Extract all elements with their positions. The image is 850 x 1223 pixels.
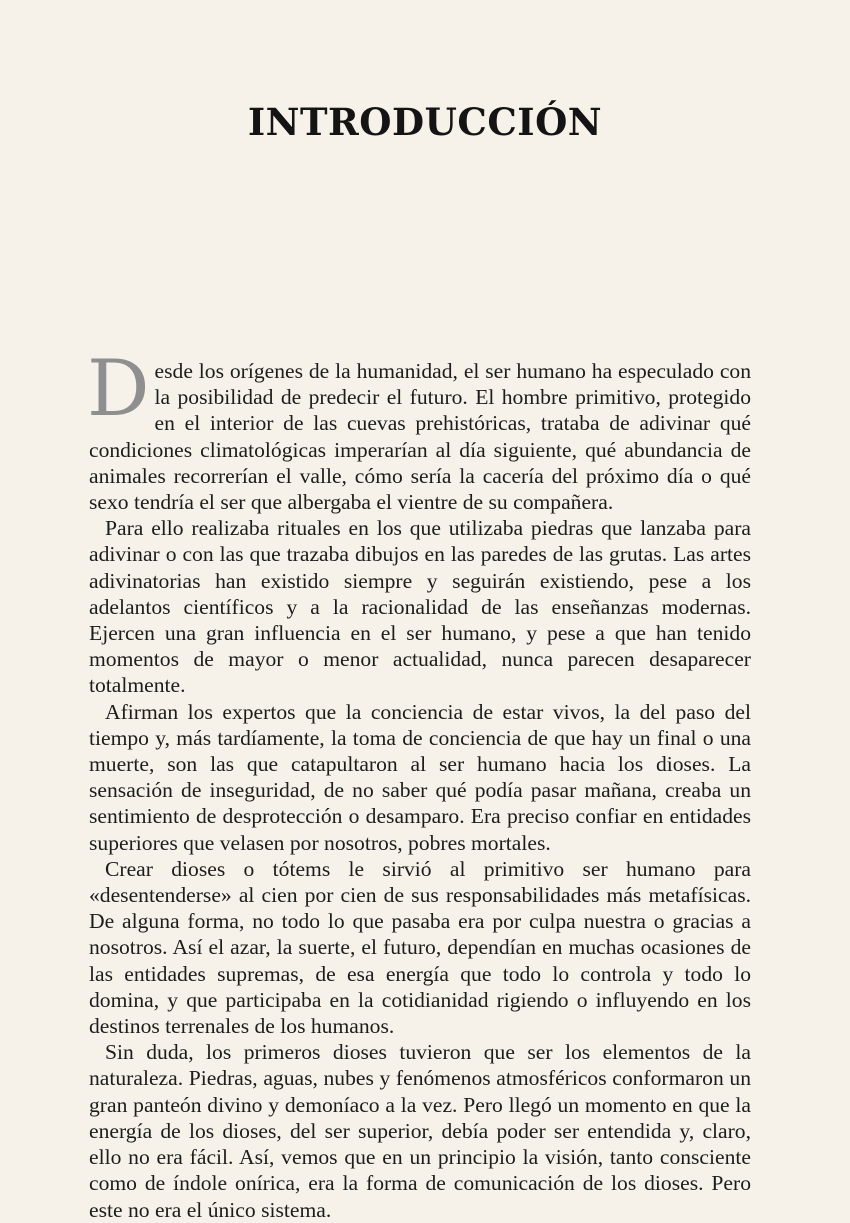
paragraph-1-text: esde los orígenes de la humanidad, el ser humano ha especulado con la posibilidad de predecir el futuro. El hombre primitivo, protegido en el interior de las cuevas prehistóricas, trataba de adivinar qué condiciones climatológicas imperarían al día siguiente, qué abundancia de animales recorrerían el valle, cómo sería la cacería del próximo día o qué sexo tendría el ser que albergaba el vientre de su compañera. (89, 359, 751, 515)
chapter-body (87, 344, 751, 1223)
paragraph-5: Sin duda, los primeros dioses tuvieron que ser los elementos de la naturaleza. Piedras, aguas, nubes y fenómenos atmosféricos conformaron un gran panteón divino y demoníaco a la vez. Pero llegó un momento en que la energía de los dioses, del ser superior, debía poder ser entendida y, claro, ello no era fácil. Así, vemos que en un principio la visión, tanto consciente como de índole onírica, era la forma de comunicación de los dioses. Pero este no era el único sistema. (89, 1040, 751, 1222)
chapter-title: INTRODUCCIÓN (247, 100, 603, 144)
drop-cap: D (87, 344, 150, 434)
paragraph-3: Afirman los expertos que la conciencia de estar vivos, la del paso del tiempo y, más tardíamente, la toma de conciencia de que hay un final o una muerte, son las que catapultaron al ser humano hacia los dioses. La sensación de inseguridad, de no saber qué podía pasar mañana, creaba un sentimiento de desprotección o desamparo. Era preciso confiar en entidades superiores que velasen por nosotros, pobres mortales. (89, 699, 751, 855)
paragraph-1 (87, 344, 751, 515)
paragraph-2: Para ello realizaba rituales en los que utilizaba piedras que lanzaba para adivinar o con las que trazaba dibujos en las paredes de las grutas. Las artes adivinatorias han existido siempre y seguirán existiendo, pese a los adelantos científicos y a la racionalidad de las enseñanzas modernas. Ejercen una gran influencia en el ser humano, y pese a que han tenido momentos de mayor o menor actualidad, nunca parecen desaparecer totalmente. (89, 516, 751, 698)
paragraph-4: Crear dioses o tótems le sirvió al primitivo ser humano para «desentenderse» al cien por cien de sus responsabilidades más metafísicas. De alguna forma, no todo lo que pasaba era por culpa nuestra o gracias a nosotros. Así el azar, la suerte, el futuro, dependían en muchas ocasiones de las entidades supremas, de esa energía que todo lo controla y todo lo domina, y que participaba en la cotidianidad rigiendo o influyendo en los destinos terrenales de los humanos. (89, 856, 751, 1039)
